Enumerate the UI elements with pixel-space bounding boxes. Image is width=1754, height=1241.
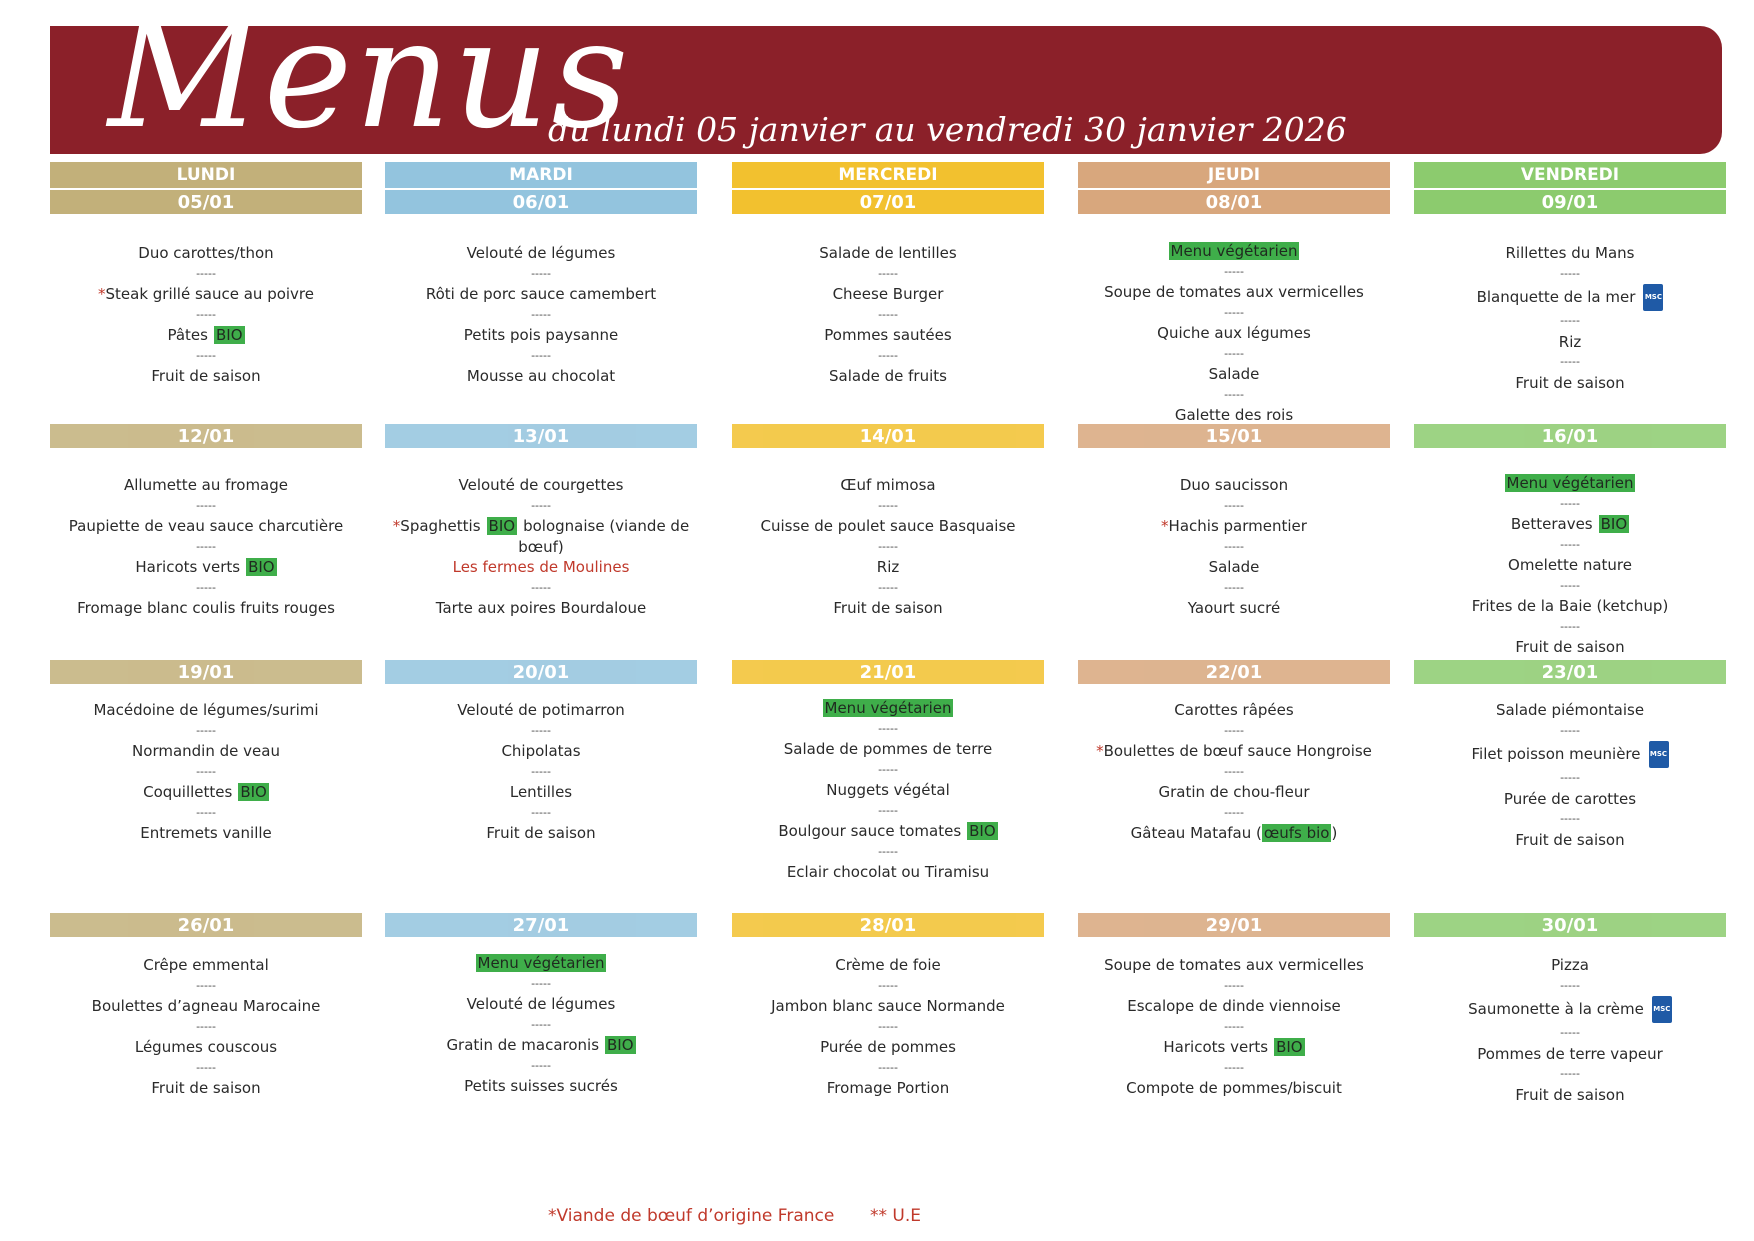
dish-name: Pizza bbox=[1551, 956, 1589, 974]
separator: ----- bbox=[196, 266, 216, 280]
menu-item bbox=[385, 823, 697, 844]
day-column-lundi bbox=[50, 0, 362, 1200]
menu-item bbox=[732, 739, 1044, 760]
menu-cell bbox=[1414, 700, 1726, 850]
separator: ----- bbox=[1560, 537, 1580, 551]
separator: ----- bbox=[878, 844, 898, 858]
dish-name: Velouté de légumes bbox=[466, 244, 616, 262]
menu-item bbox=[732, 955, 1044, 976]
menu-item bbox=[50, 741, 362, 762]
vegetarian-badge: Menu végétarien bbox=[1506, 474, 1634, 492]
dish-name: Coquillettes bbox=[143, 783, 233, 801]
separator: ----- bbox=[196, 539, 216, 553]
bio-badge: BIO bbox=[240, 783, 267, 801]
separator: ----- bbox=[196, 1060, 216, 1074]
dish-name: Purée de carottes bbox=[1503, 789, 1637, 808]
dish-name: Soupe de tomates aux vermicelles bbox=[1104, 956, 1364, 974]
dish-name: Boulettes de bœuf sauce Hongroise bbox=[1103, 742, 1372, 760]
vegetarian-label bbox=[732, 698, 1044, 719]
menu-item bbox=[385, 598, 697, 619]
beef-origin-marker: * bbox=[392, 517, 401, 535]
beef-origin-marker: * bbox=[1161, 517, 1169, 535]
menu-item bbox=[1078, 741, 1390, 762]
menu-cell bbox=[1414, 955, 1726, 1105]
dish-name: Nuggets végétal bbox=[826, 781, 950, 799]
dish-name: Steak grillé sauce au poivre bbox=[105, 285, 314, 303]
footer-note-beef: *Viande de bœuf d’origine France bbox=[548, 1206, 835, 1226]
day-column-jeudi bbox=[1078, 0, 1390, 1200]
menu-item bbox=[1078, 364, 1390, 385]
menu-cell bbox=[385, 700, 697, 844]
dish-name: Fromage Portion bbox=[826, 1079, 950, 1097]
menu-cell bbox=[732, 475, 1044, 619]
day-header: MARDI bbox=[385, 162, 697, 188]
menu-item bbox=[50, 823, 362, 844]
dish-name: Saumonette à la crème bbox=[1468, 1000, 1644, 1018]
dish-name: Frites de la Baie (ketchup) bbox=[1471, 597, 1669, 615]
date-bar: 28/01 bbox=[732, 913, 1044, 937]
separator: ----- bbox=[878, 721, 898, 735]
dish-name: Soupe de tomates aux vermicelles bbox=[1104, 283, 1364, 301]
menu-cell bbox=[50, 475, 362, 619]
menu-item bbox=[50, 475, 362, 496]
dish-name: Pommes sautées bbox=[824, 326, 952, 344]
dish-name: Fruit de saison bbox=[151, 367, 261, 385]
dish-name-end: ) bbox=[1331, 824, 1338, 842]
separator: ----- bbox=[1224, 1019, 1244, 1033]
dish-name: Velouté de courgettes bbox=[458, 476, 624, 494]
menu-item bbox=[732, 598, 1044, 619]
menu-item bbox=[1414, 514, 1726, 535]
dish-name: Fruit de saison bbox=[833, 599, 943, 617]
menu-cell bbox=[1078, 700, 1390, 844]
separator: ----- bbox=[1560, 314, 1580, 327]
vegetarian-label bbox=[1078, 241, 1390, 262]
separator: ----- bbox=[1224, 305, 1244, 319]
menu-item bbox=[385, 284, 697, 305]
separator: ----- bbox=[531, 805, 551, 819]
dish-name: Normandin de veau bbox=[132, 742, 280, 760]
dish-name: Fruit de saison bbox=[1515, 1085, 1625, 1104]
vegetarian-badge: Menu végétarien bbox=[1170, 242, 1298, 260]
dish-name: Crêpe emmental bbox=[143, 956, 269, 974]
vegetarian-badge: Menu végétarien bbox=[824, 699, 952, 717]
dish-name: Cuisse de poulet sauce Basquaise bbox=[760, 517, 1016, 535]
separator: ----- bbox=[878, 266, 898, 280]
menu-cell bbox=[50, 955, 362, 1099]
date-bar: 29/01 bbox=[1078, 913, 1390, 937]
dish-name: Omelette nature bbox=[1508, 556, 1632, 574]
menu-item bbox=[385, 994, 697, 1015]
dish-name: Fruit de saison bbox=[151, 1079, 261, 1097]
dish-name: Salade bbox=[1208, 558, 1260, 576]
menu-cell bbox=[732, 955, 1044, 1099]
bio-egg-badge: œufs bio bbox=[1263, 824, 1330, 842]
menu-cell bbox=[1078, 241, 1390, 426]
menu-item bbox=[732, 1078, 1044, 1099]
menu-item bbox=[1414, 373, 1726, 394]
dish-name: Fruit de saison bbox=[1515, 638, 1625, 656]
menu-item bbox=[50, 1078, 362, 1099]
dish-name: Rillettes du Mans bbox=[1505, 244, 1635, 262]
menu-item bbox=[385, 243, 697, 264]
dish-name: Boulettes d’agneau Marocaine bbox=[91, 997, 321, 1015]
separator: ----- bbox=[878, 1060, 898, 1074]
menu-item bbox=[732, 284, 1044, 305]
menu-item bbox=[50, 557, 362, 578]
menu-item bbox=[385, 700, 697, 721]
date-bar: 27/01 bbox=[385, 913, 697, 937]
separator: ----- bbox=[1224, 346, 1244, 360]
menu-item bbox=[732, 862, 1044, 883]
bio-badge: BIO bbox=[248, 558, 275, 576]
menu-item bbox=[50, 1037, 362, 1058]
separator: ----- bbox=[1224, 764, 1244, 778]
separator: ----- bbox=[1560, 496, 1580, 510]
bio-badge: BIO bbox=[1276, 1038, 1303, 1056]
dish-name: Carottes râpées bbox=[1174, 701, 1294, 719]
dish-name: Légumes couscous bbox=[134, 1038, 278, 1056]
menu-cell bbox=[385, 243, 697, 387]
menu-cell bbox=[732, 243, 1044, 387]
dish-name: Galette des rois bbox=[1174, 406, 1294, 424]
menu-item bbox=[50, 366, 362, 387]
dish-name: Eclair chocolat ou Tiramisu bbox=[786, 863, 990, 881]
dish-name: Velouté de potimarron bbox=[457, 701, 625, 719]
separator: ----- bbox=[878, 1019, 898, 1033]
menu-item bbox=[385, 325, 697, 346]
menu-cell bbox=[732, 698, 1044, 883]
dish-name: Purée de pommes bbox=[820, 1038, 956, 1056]
dish-name-cont: bolognaise (viande de bœuf) bbox=[518, 517, 690, 556]
date-bar: 22/01 bbox=[1078, 660, 1390, 684]
date-bar: 05/01 bbox=[50, 190, 362, 214]
day-header: MERCREDI bbox=[732, 162, 1044, 188]
dish-name: Salade piémontaise bbox=[1495, 701, 1645, 719]
separator: ----- bbox=[196, 805, 216, 819]
separator: ----- bbox=[1224, 580, 1244, 594]
separator: ----- bbox=[1560, 723, 1580, 737]
menu-item bbox=[1414, 637, 1726, 658]
separator: ----- bbox=[1560, 266, 1580, 280]
dish-name: Paupiette de veau sauce charcutière bbox=[68, 517, 344, 535]
menu-item bbox=[732, 325, 1044, 346]
bio-badge: BIO bbox=[607, 1036, 634, 1054]
menu-item bbox=[1078, 405, 1390, 426]
separator: ----- bbox=[1224, 1060, 1244, 1074]
menu-item bbox=[1078, 700, 1390, 721]
menu-item bbox=[385, 1035, 697, 1056]
menu-item bbox=[1414, 1085, 1726, 1106]
footer-note-ue: ** U.E bbox=[870, 1206, 921, 1226]
menu-item bbox=[385, 366, 697, 387]
menu-item bbox=[1414, 955, 1726, 976]
dish-name: Gratin de chou-fleur bbox=[1158, 783, 1310, 801]
separator: ----- bbox=[878, 762, 898, 776]
separator: ----- bbox=[878, 307, 898, 321]
menu-item bbox=[732, 780, 1044, 801]
separator: ----- bbox=[1560, 578, 1580, 592]
menu-cell bbox=[1078, 475, 1390, 619]
dish-name: Mousse au chocolat bbox=[466, 367, 616, 385]
separator: ----- bbox=[1224, 723, 1244, 737]
menu-item bbox=[1414, 789, 1726, 810]
menu-item bbox=[385, 516, 697, 557]
menu-item bbox=[732, 996, 1044, 1017]
bio-badge: BIO bbox=[969, 822, 996, 840]
separator: ----- bbox=[196, 580, 216, 594]
separator: ----- bbox=[1560, 355, 1580, 368]
day-column-vendredi bbox=[1414, 0, 1726, 1200]
dish-name: Salade de lentilles bbox=[819, 244, 957, 262]
menu-cell bbox=[50, 243, 362, 387]
separator: ----- bbox=[531, 580, 551, 594]
menu-item bbox=[1414, 284, 1726, 311]
separator: ----- bbox=[531, 498, 551, 512]
menu-item bbox=[732, 821, 1044, 842]
separator: ----- bbox=[1560, 978, 1580, 992]
dish-name: Gratin de macaronis bbox=[446, 1036, 600, 1054]
menu-item bbox=[50, 284, 362, 305]
separator: ----- bbox=[1224, 264, 1244, 278]
dish-name: Fruit de saison bbox=[1515, 373, 1625, 392]
date-bar: 08/01 bbox=[1078, 190, 1390, 214]
separator: ----- bbox=[878, 348, 898, 362]
day-column-mercredi bbox=[732, 0, 1044, 1200]
dish-name: Filet poisson meunière bbox=[1471, 745, 1641, 763]
dish-name: Salade de fruits bbox=[829, 367, 947, 385]
vegetarian-label bbox=[1414, 473, 1726, 494]
supplier-note: Les fermes de Moulines bbox=[452, 558, 630, 576]
separator: ----- bbox=[531, 307, 551, 321]
separator: ----- bbox=[1224, 387, 1244, 401]
separator: ----- bbox=[196, 498, 216, 512]
menu-item bbox=[50, 782, 362, 803]
menu-cell bbox=[1414, 473, 1726, 658]
separator: ----- bbox=[1224, 978, 1244, 992]
menu-item bbox=[385, 782, 697, 803]
menu-item bbox=[1078, 282, 1390, 303]
menu-item bbox=[1078, 782, 1390, 803]
date-bar: 21/01 bbox=[732, 660, 1044, 684]
menu-item bbox=[732, 243, 1044, 264]
menu-item bbox=[1414, 996, 1726, 1023]
dish-name: Œuf mimosa bbox=[840, 476, 936, 494]
menu-item bbox=[732, 557, 1044, 578]
date-bar: 09/01 bbox=[1414, 190, 1726, 214]
dish-name: Blanquette de la mer bbox=[1476, 288, 1636, 306]
dish-name: Velouté de légumes bbox=[466, 995, 616, 1013]
separator: ----- bbox=[531, 1017, 551, 1031]
date-bar: 15/01 bbox=[1078, 424, 1390, 448]
date-bar: 06/01 bbox=[385, 190, 697, 214]
menu-item bbox=[1414, 243, 1726, 264]
beef-origin-marker: * bbox=[98, 285, 106, 303]
date-bar: 26/01 bbox=[50, 913, 362, 937]
menu-item bbox=[1078, 475, 1390, 496]
dish-name: Allumette au fromage bbox=[123, 476, 289, 494]
dish-name: Riz bbox=[1558, 332, 1582, 351]
menu-cell bbox=[385, 475, 697, 619]
date-bar: 13/01 bbox=[385, 424, 697, 448]
separator: ----- bbox=[531, 764, 551, 778]
separator: ----- bbox=[878, 498, 898, 512]
separator: ----- bbox=[1560, 1026, 1580, 1039]
dish-name: Salade de pommes de terre bbox=[783, 740, 993, 758]
dish-name: Cheese Burger bbox=[832, 285, 944, 303]
menu-item bbox=[1078, 996, 1390, 1017]
menu-item bbox=[50, 325, 362, 346]
separator: ----- bbox=[1560, 619, 1580, 633]
date-bar: 07/01 bbox=[732, 190, 1044, 214]
separator: ----- bbox=[531, 266, 551, 280]
menu-item bbox=[1414, 596, 1726, 617]
vegetarian-label bbox=[385, 953, 697, 974]
msc-label-icon: MSC bbox=[1652, 996, 1672, 1023]
dish-name: Petits pois paysanne bbox=[463, 326, 619, 344]
dish-name: Chipolatas bbox=[501, 742, 581, 760]
menu-item bbox=[1414, 555, 1726, 576]
menu-item bbox=[1414, 741, 1726, 768]
dish-name: Boulgour sauce tomates bbox=[778, 822, 962, 840]
dish-name: Betteraves bbox=[1510, 515, 1593, 533]
dish-name: Entremets vanille bbox=[140, 824, 272, 842]
dish-name: Pâtes bbox=[167, 326, 208, 344]
menu-item bbox=[1414, 830, 1726, 851]
menu-item bbox=[50, 243, 362, 264]
menu-item bbox=[1078, 1078, 1390, 1099]
beef-origin-marker: * bbox=[1096, 742, 1104, 760]
separator: ----- bbox=[878, 580, 898, 594]
dish-name: Duo saucisson bbox=[1179, 476, 1289, 494]
separator: ----- bbox=[1560, 812, 1580, 825]
separator: ----- bbox=[531, 723, 551, 737]
menu-item bbox=[1078, 516, 1390, 537]
separator: ----- bbox=[878, 539, 898, 553]
page-subtitle: du lundi 05 janvier au vendredi 30 janvier 2026 bbox=[548, 110, 1347, 149]
menu-cell bbox=[1414, 243, 1726, 393]
dish-name: Spaghettis bbox=[400, 517, 481, 535]
separator: ----- bbox=[196, 348, 216, 362]
dish-name: Rôti de porc sauce camembert bbox=[425, 285, 657, 303]
dish-name: Riz bbox=[876, 558, 900, 576]
dish-name: Fromage blanc coulis fruits rouges bbox=[77, 599, 335, 617]
dish-name: Jambon blanc sauce Normande bbox=[771, 997, 1005, 1015]
separator: ----- bbox=[196, 1019, 216, 1033]
menu-item bbox=[385, 1076, 697, 1097]
vegetarian-badge: Menu végétarien bbox=[477, 954, 605, 972]
menu-item bbox=[1078, 1037, 1390, 1058]
menu-item bbox=[1414, 1044, 1726, 1065]
menu-item bbox=[50, 598, 362, 619]
menu-item bbox=[732, 366, 1044, 387]
dish-name: Yaourt sucré bbox=[1187, 599, 1281, 617]
dish-name: Hachis parmentier bbox=[1168, 517, 1307, 535]
bio-badge: BIO bbox=[488, 517, 516, 535]
dish-name: Macédoine de légumes/surimi bbox=[93, 701, 319, 719]
separator: ----- bbox=[531, 976, 551, 990]
dish-name: Petits suisses sucrés bbox=[464, 1077, 618, 1095]
menu-cell bbox=[1078, 955, 1390, 1099]
separator: ----- bbox=[1224, 539, 1244, 553]
separator: ----- bbox=[196, 723, 216, 737]
menu-item bbox=[50, 955, 362, 976]
date-bar: 19/01 bbox=[50, 660, 362, 684]
menu-item bbox=[50, 700, 362, 721]
date-bar: 30/01 bbox=[1414, 913, 1726, 937]
dish-name: Fruit de saison bbox=[1515, 830, 1625, 849]
menu-item bbox=[1078, 557, 1390, 578]
menu-cell bbox=[50, 700, 362, 844]
day-header: JEUDI bbox=[1078, 162, 1390, 188]
date-bar: 16/01 bbox=[1414, 424, 1726, 448]
separator: ----- bbox=[1224, 498, 1244, 512]
menu-item bbox=[385, 475, 697, 496]
menu-item bbox=[1078, 823, 1390, 844]
dish-name: Tarte aux poires Bourdaloue bbox=[435, 599, 647, 617]
dish-name: Quiche aux légumes bbox=[1157, 324, 1311, 342]
separator: ----- bbox=[878, 978, 898, 992]
dish-name: Fruit de saison bbox=[486, 824, 596, 842]
date-bar: 20/01 bbox=[385, 660, 697, 684]
dish-name: Escalope de dinde viennoise bbox=[1127, 997, 1341, 1015]
menu-item bbox=[1414, 332, 1726, 353]
menu-item bbox=[50, 516, 362, 537]
menu-item bbox=[732, 1037, 1044, 1058]
msc-label-icon: MSC bbox=[1643, 284, 1663, 311]
separator: ----- bbox=[196, 764, 216, 778]
dish-name: Haricots verts bbox=[135, 558, 241, 576]
date-bar: 12/01 bbox=[50, 424, 362, 448]
date-bar: 23/01 bbox=[1414, 660, 1726, 684]
dish-name: Haricots verts bbox=[1163, 1038, 1269, 1056]
menu-item bbox=[385, 741, 697, 762]
dish-name: Duo carottes/thon bbox=[138, 244, 274, 262]
day-header: VENDREDI bbox=[1414, 162, 1726, 188]
separator: ----- bbox=[1560, 1067, 1580, 1080]
page-title: Menus bbox=[108, 0, 631, 162]
separator: ----- bbox=[531, 348, 551, 362]
menu-item bbox=[1414, 700, 1726, 721]
separator: ----- bbox=[878, 803, 898, 817]
bio-badge: BIO bbox=[1600, 515, 1628, 533]
menu-item bbox=[1078, 598, 1390, 619]
day-column-mardi bbox=[385, 0, 697, 1200]
separator: ----- bbox=[531, 1058, 551, 1072]
dish-name: Pommes de terre vapeur bbox=[1477, 1044, 1663, 1063]
dish-name: Crème de foie bbox=[835, 956, 941, 974]
dish-name: Compote de pommes/biscuit bbox=[1126, 1079, 1342, 1097]
menu-cell bbox=[385, 953, 697, 1097]
separator: ----- bbox=[196, 978, 216, 992]
menu-item bbox=[50, 996, 362, 1017]
menu-item bbox=[732, 475, 1044, 496]
menu-item bbox=[732, 516, 1044, 537]
dish-name: Gâteau Matafau ( bbox=[1130, 824, 1262, 842]
menu-item bbox=[1078, 323, 1390, 344]
day-header: LUNDI bbox=[50, 162, 362, 188]
separator: ----- bbox=[1224, 805, 1244, 819]
menu-item bbox=[1078, 955, 1390, 976]
msc-label-icon: MSC bbox=[1649, 741, 1669, 768]
separator: ----- bbox=[196, 307, 216, 321]
dish-name: Lentilles bbox=[509, 783, 573, 801]
dish-name: Salade bbox=[1208, 365, 1260, 383]
separator: ----- bbox=[1560, 771, 1580, 784]
bio-badge: BIO bbox=[215, 326, 243, 344]
date-bar: 14/01 bbox=[732, 424, 1044, 448]
